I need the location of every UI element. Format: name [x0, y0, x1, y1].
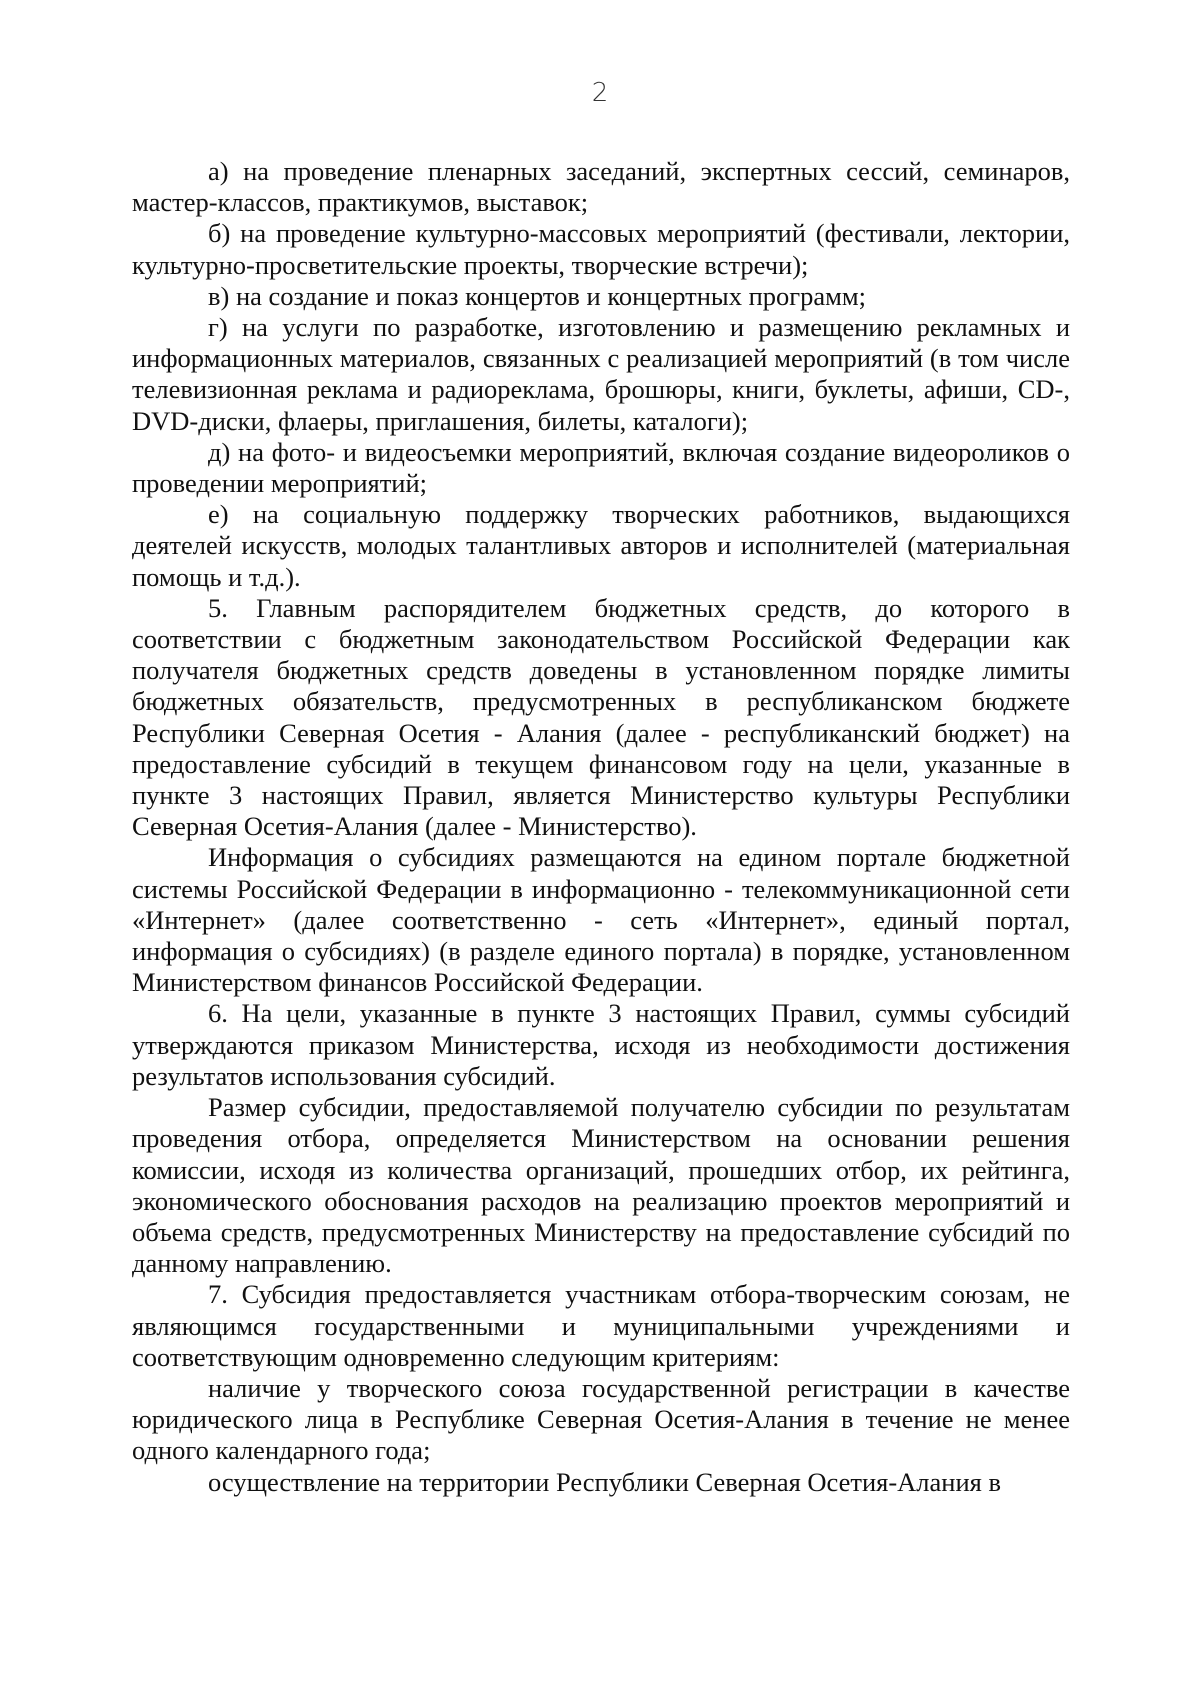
list-item-d: д) на фото- и видеосъемки мероприятий, включая создание видеороликов о проведении мероприятий;	[132, 436, 1070, 499]
document-body	[132, 156, 1070, 1498]
list-item-e: е) на социальную поддержку творческих работников, выдающихся деятелей искусств, молодых талантливых авторов и исполнителей (материальная помощь и т.д.).	[132, 499, 1070, 592]
clause-6-subsidy-size: Размер субсидии, предоставляемой получателю субсидии по результатам проведения отбора, определяется Министерством на основании решения комиссии, исходя из количества организаций, прошедших отбор, их рейтинга, экономического обоснования расходов на реализацию проектов мероприятий и объема средств, предусмотренных Министерству на предоставление субсидий по данному направлению.	[132, 1092, 1070, 1279]
clause-5: 5. Главным распорядителем бюджетных средств, до которого в соответствии с бюджетным законодательством Российской Федерации как получателя бюджетных средств доведены в установленном порядке лимиты бюджетных обязательств, предусмотренных в республиканском бюджете Республики Северная Осетия - Алания (далее - республиканский бюджет) на предоставление субсидий в текущем финансовом году на цели, указанные в пункте 3 настоящих Правил, является Министерство культуры Республики Северная Осетия-Алания (далее - Министерство).	[132, 592, 1070, 842]
clause-5-information: Информация о субсидиях размещаются на едином портале бюджетной системы Российской Федерации в информационно - телекоммуникационной сети «Интернет» (далее соответственно - сеть «Интернет», единый портал, информация о субсидиях) (в разделе единого портала) в порядке, установленном Министерством финансов Российской Федерации.	[132, 842, 1070, 998]
criterion-registration: наличие у творческого союза государственной регистрации в качестве юридического лица в Республике Северная Осетия-Алания в течение не менее одного календарного года;	[132, 1372, 1070, 1466]
list-item-v: в) на создание и показ концертов и концертных программ;	[208, 280, 867, 311]
clause-7: 7. Субсидия предоставляется участникам отбора-творческим союзам, не являющимся государственными и муниципальными учреждениями и соответствующим одновременно следующим критериям:	[132, 1279, 1070, 1372]
clause-6: 6. На цели, указанные в пункте 3 настоящих Правил, суммы субсидий утверждаются приказом Министерства, исходя из необходимости достижения результатов использования субсидий.	[132, 998, 1070, 1091]
criterion-activity: осуществление на территории Республики Северная Осетия-Алания в	[208, 1466, 1001, 1497]
list-item-a: а) на проведение пленарных заседаний, экспертных сессий, семинаров, мастер-классов, практикумов, выставок;	[132, 156, 1070, 218]
page-number: 2	[591, 78, 609, 108]
list-item-g: г) на услуги по разработке, изготовлению и размещению рекламных и информационных материалов, связанных с реализацией мероприятий (в том числе телевизионная реклама и радиореклама, брошюры, книги, буклеты, афиши, CD-, DVD-диски, флаеры, приглашения, билеты, каталоги);	[132, 312, 1070, 436]
list-item-b: б) на проведение культурно-массовых мероприятий (фестивали, лектории, культурно-просветительские проекты, творческие встречи);	[132, 218, 1070, 280]
